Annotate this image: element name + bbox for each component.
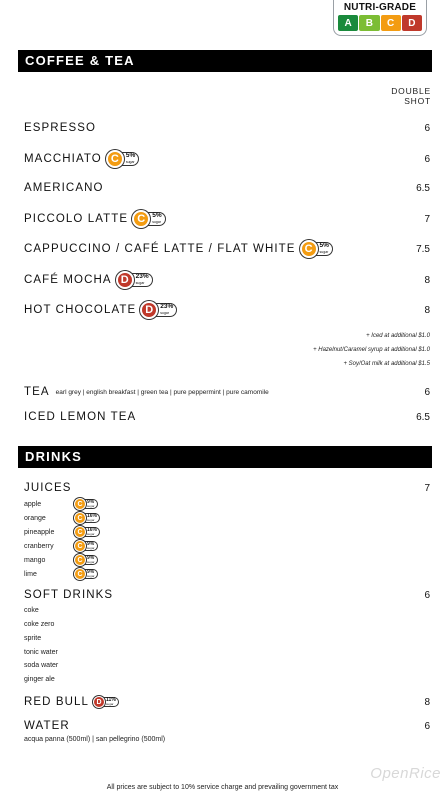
menu-item-americano xyxy=(24,180,430,196)
juice-option xyxy=(24,512,100,524)
sugar-unit: sugar xyxy=(160,311,170,315)
juice-label: lime xyxy=(24,570,37,578)
addon-note: + Soy/Oat milk at additional $1.5 xyxy=(343,361,430,367)
sugar-unit: sugar xyxy=(152,220,161,224)
item-name: ICED LEMON TEA xyxy=(24,411,137,423)
addon-note: + Iced at additional $1.0 xyxy=(366,333,430,339)
item-name: WATER xyxy=(24,720,70,732)
grade-a-cell: A xyxy=(338,15,358,31)
sugar-value: 9% xyxy=(87,541,95,547)
grade-d-cell: D xyxy=(402,15,422,31)
nutri-grade-badge xyxy=(74,554,98,566)
menu-item-hot-chocolate xyxy=(24,300,430,320)
sugar-unit: sugar xyxy=(87,504,95,508)
menu-item-piccolo-latte xyxy=(24,209,430,229)
item-description: earl grey | english breakfast | green tea | pure peppermint | pure camomile xyxy=(55,388,269,396)
juice-option xyxy=(24,498,98,510)
item-name: ESPRESSO xyxy=(24,122,97,134)
soft-drink-option: tonic water xyxy=(24,649,58,656)
item-name: CAPPUCCINO / CAFÉ LATTE / FLAT WHITE xyxy=(24,243,296,255)
item-price: 6 xyxy=(424,122,430,134)
nutri-grade-title: NUTRI-GRADE xyxy=(343,2,417,13)
nutri-grade-badge xyxy=(93,696,119,708)
juice-option xyxy=(24,526,100,538)
juice-option xyxy=(24,554,98,566)
menu-item-cafe-mocha xyxy=(24,270,430,290)
item-price: 6.5 xyxy=(416,182,430,194)
sugar-value: 9% xyxy=(87,499,95,505)
sugar-unit: sugar xyxy=(106,702,114,706)
water-description: acqua panna (500ml) | san pellegrino (500ml) xyxy=(24,736,166,743)
addon-note: + Hazelnut/Caramel syrup at additional $1.0 xyxy=(313,347,430,353)
grade-letter: C xyxy=(74,540,86,552)
juice-label: apple xyxy=(24,500,42,508)
item-price: 7 xyxy=(424,213,430,225)
item-name: PICCOLO LATTE xyxy=(24,213,129,225)
nutri-grade-badge xyxy=(116,271,153,289)
sugar-value: 23% xyxy=(160,303,174,310)
sugar-unit: sugar xyxy=(87,532,95,536)
sugar-unit: sugar xyxy=(125,160,135,164)
sugar-unit: sugar xyxy=(87,574,95,578)
grade-letter: C xyxy=(74,498,86,510)
item-name: SOFT DRINKS xyxy=(24,589,114,601)
item-price: 6 xyxy=(424,589,430,601)
grade-letter: C xyxy=(74,554,86,566)
sugar-value: 23% xyxy=(135,273,149,280)
sugar-value: 11% xyxy=(106,697,116,703)
sugar-unit: sugar xyxy=(319,250,329,254)
juice-option xyxy=(24,568,98,580)
grade-letter: C xyxy=(74,568,86,580)
sugar-unit: sugar xyxy=(87,560,95,564)
sugar-unit: sugar xyxy=(87,546,95,550)
juice-label: cranberry xyxy=(24,542,54,550)
double-shot-header xyxy=(391,86,431,106)
juice-label: orange xyxy=(24,514,46,522)
juice-label: pineapple xyxy=(24,528,55,536)
sugar-value: 9% xyxy=(87,555,95,561)
item-price: 6 xyxy=(424,386,430,398)
grade-letter: D xyxy=(116,271,134,289)
price-footnote: All prices are subject to 10% service charge and prevailing government tax xyxy=(106,784,339,791)
item-price: 6.5 xyxy=(416,411,430,423)
item-name: AMERICANO xyxy=(24,182,104,194)
nutri-grade-badge xyxy=(140,301,177,319)
grade-letter: C xyxy=(74,512,86,524)
menu-item-espresso xyxy=(24,120,430,136)
sugar-value: 5% xyxy=(152,212,162,219)
menu-item-red-bull xyxy=(24,693,430,711)
grade-b-cell: B xyxy=(359,15,379,31)
juice-option xyxy=(24,540,98,552)
menu-item-iced-lemon-tea xyxy=(24,409,430,425)
soft-drink-option: ginger ale xyxy=(24,676,55,683)
item-price: 6 xyxy=(424,153,430,165)
grade-letter: C xyxy=(132,210,150,228)
item-price: 8 xyxy=(424,274,430,286)
sugar-value: 9% xyxy=(87,569,95,575)
sugar-unit: sugar xyxy=(135,281,145,285)
grade-letter: C xyxy=(300,240,318,258)
menu-item-juices xyxy=(24,480,430,496)
menu-item-water xyxy=(24,718,430,734)
grade-c-cell: C xyxy=(381,15,401,31)
menu-item-soft-drinks xyxy=(24,587,430,603)
sugar-value: 16% xyxy=(87,527,98,533)
grade-letter: D xyxy=(140,301,158,319)
openrice-watermark: OpenRice xyxy=(370,765,441,782)
nutri-grade-legend xyxy=(333,0,427,36)
menu-item-macchiato xyxy=(24,149,430,169)
column-header-line: SHOT xyxy=(404,96,431,106)
coffee-tea-header: COFFEE & TEA xyxy=(18,50,432,72)
nutri-grade-badge xyxy=(74,512,100,524)
item-price: 8 xyxy=(424,696,430,708)
item-name: MACCHIATO xyxy=(24,153,102,165)
nutri-grade-badge xyxy=(74,526,100,538)
soft-drink-option: coke xyxy=(24,607,39,614)
grade-letter: C xyxy=(106,150,124,168)
item-price: 6 xyxy=(424,720,430,732)
column-header-line: DOUBLE xyxy=(391,86,431,96)
grade-letter: C xyxy=(74,526,86,538)
item-name: HOT CHOCOLATE xyxy=(24,304,137,316)
soft-drink-option: soda water xyxy=(24,662,59,669)
sugar-value: 5% xyxy=(125,152,136,159)
item-price: 7.5 xyxy=(416,243,430,255)
sugar-value: 16% xyxy=(87,513,98,519)
grade-letter: D xyxy=(93,696,105,708)
sugar-value: 5% xyxy=(319,242,329,249)
item-price: 8 xyxy=(424,304,430,316)
drinks-header: DRINKS xyxy=(18,446,432,468)
item-name: JUICES xyxy=(24,482,72,494)
sugar-unit: sugar xyxy=(87,518,95,522)
nutri-grade-badge xyxy=(74,498,98,510)
item-price: 7 xyxy=(424,482,430,494)
menu-item-cappuccino-latte-flat-white xyxy=(24,239,430,259)
item-name: CAFÉ MOCHA xyxy=(24,274,112,286)
nutri-grade-badge xyxy=(74,540,98,552)
soft-drink-option: coke zero xyxy=(24,621,55,628)
nutri-grade-badge xyxy=(106,150,139,168)
item-name: TEA xyxy=(24,386,50,398)
nutri-grade-scale xyxy=(338,15,422,31)
nutri-grade-badge xyxy=(74,568,98,580)
juice-label: mango xyxy=(24,556,46,564)
menu-item-tea xyxy=(24,384,430,400)
item-name: RED BULL xyxy=(24,696,90,708)
soft-drink-option: sprite xyxy=(24,635,42,642)
nutri-grade-badge xyxy=(132,210,165,228)
nutri-grade-badge xyxy=(300,240,333,258)
